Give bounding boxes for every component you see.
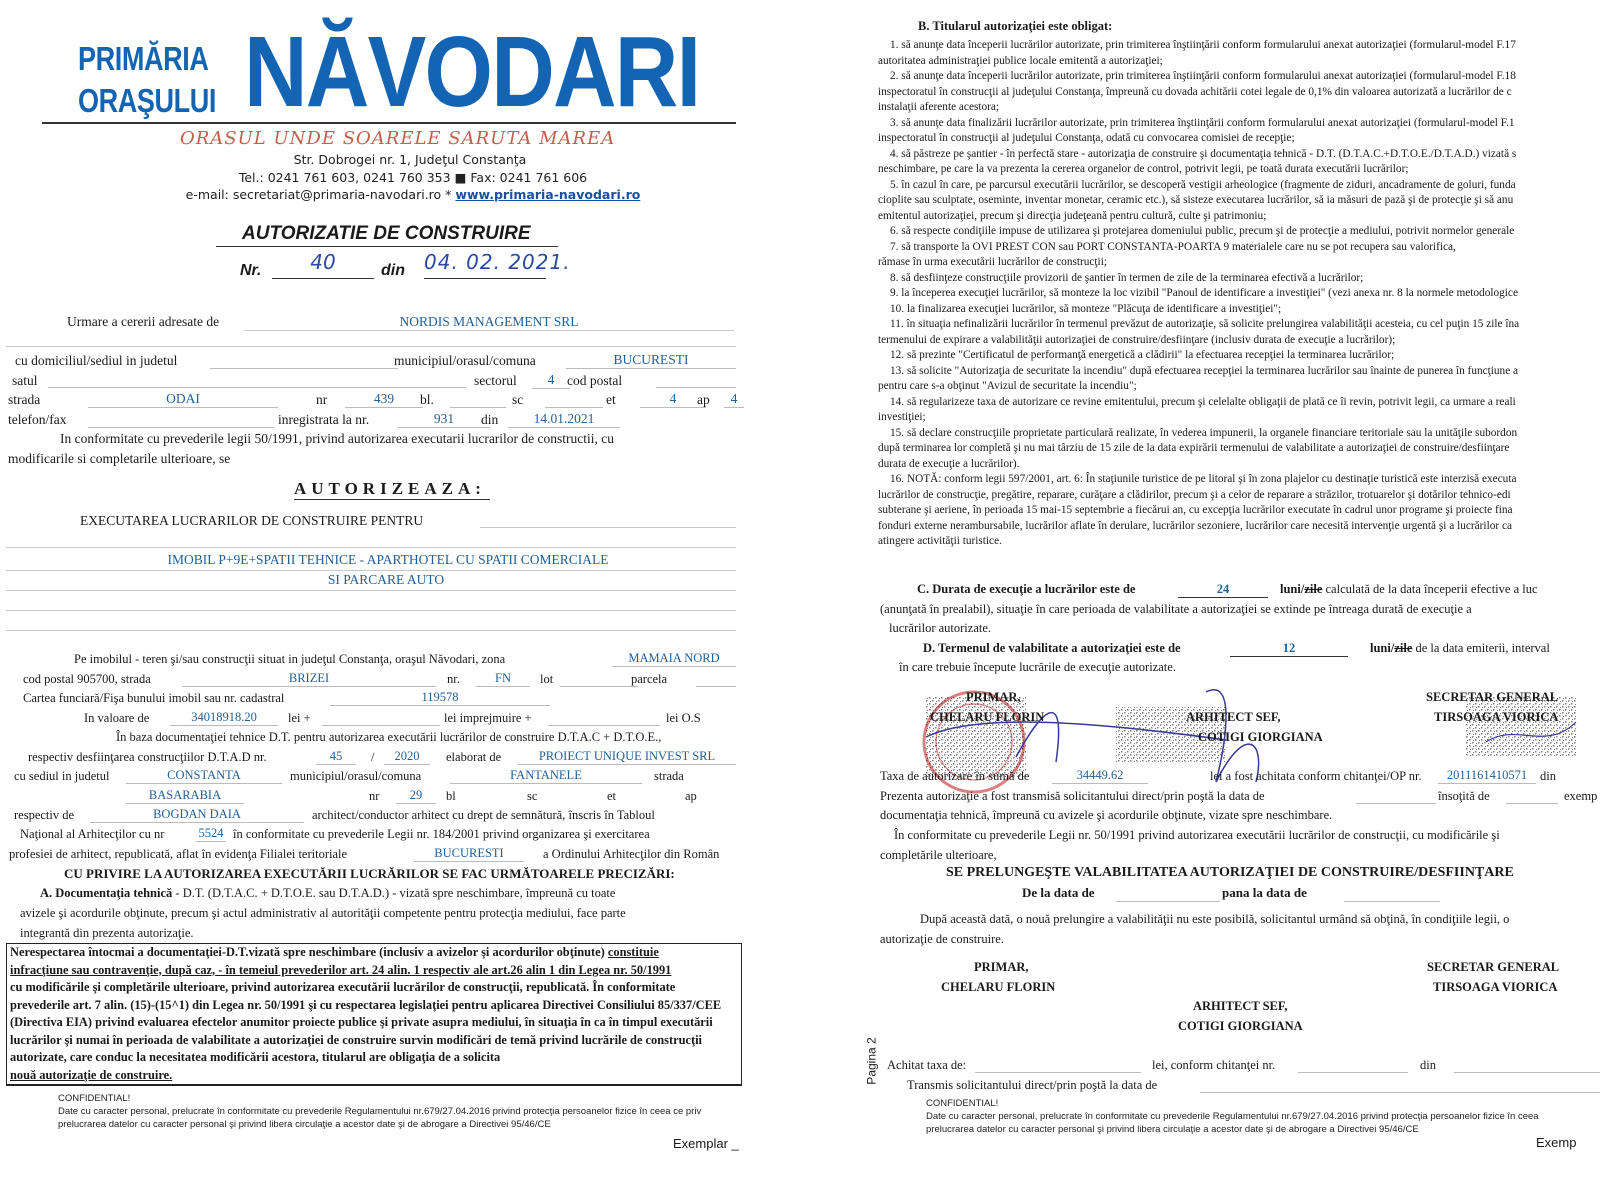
- extension-heading: SE PRELUNGEŞTE VALABILITATEA AUTORIZAŢIEI DE CONSTRUIRE/DESFIINŢARE: [946, 865, 1514, 880]
- value-label: In valoare de: [84, 711, 150, 725]
- authorization-number: 40: [272, 250, 374, 279]
- phone-field: [88, 427, 274, 428]
- prepared-by-value: PROIECT UNIQUE INVEST SRL: [518, 749, 736, 765]
- form-rule: [6, 547, 736, 548]
- obligation-item: 3. să anunţe data finalizării lucrărilor autorizate, prin trimiterea înştiinţării conform formularului anexat autorizaţiei (formularul-model F.1: [890, 116, 1515, 129]
- registry-label: Naţional al Arhitecţilor cu nr: [20, 827, 165, 841]
- obligation-item-continuation: cioplite sau sculptate, oseminte, inventar monetar, ceramic etc.), să sisteze executarea lucrărilor, să ia măsuri de pază şi de protecţie şi să anu: [878, 194, 1514, 206]
- section-a-text: - D.T. (D.T.A.C. + D.T.O.E. sau D.T.A.D.) - vizată spre neschimbare, împreună cu toate: [172, 886, 616, 900]
- architect-label: respectiv de: [14, 808, 75, 822]
- obligation-item: 6. să respecte condiţiile impuse de utilizarea şi protejarea domeniului public, precum şi de protecţie a mediului, potrivit normelor generale: [890, 225, 1515, 237]
- value-amount: 34018918.20: [170, 710, 278, 726]
- section-d-unit: luni/: [1370, 641, 1395, 655]
- obligation-item: 5. în cazul în care, pe parcursul executării lucrărilor, se descoperă vestigii arheologice (fragmente de ziduri, ancadramente de goluri, funda: [890, 178, 1516, 191]
- registered-din-label: din: [481, 412, 499, 427]
- paid-tax-field: [975, 1072, 1141, 1073]
- secretary-title-top: SECRETAR GENERAL: [1426, 690, 1559, 704]
- section-d-label: D. Termenul de valabilitate a autorizaţiei este de: [923, 641, 1181, 655]
- section-c-text-2: (anunţată în prealabil), situaţie în care perioada de valabilitate a autorizaţiei se extinde pe întreaga durată de execuţie a: [880, 602, 1472, 616]
- fence-field: [548, 725, 660, 726]
- mayor-title-top: PRIMAR,: [966, 690, 1021, 704]
- transmitted-text: Prezenta autorizaţie a fost transmisă solicitantului direct/prin poştă la data de: [880, 789, 1265, 803]
- registry-text: în conformitate cu prevederile Legii nr. 184/2001 privind organizarea şi exercitarea: [233, 827, 650, 841]
- doc-slash: /: [371, 750, 375, 764]
- doc-year: 2020: [384, 749, 430, 765]
- branch-value: BUCURESTI: [414, 846, 524, 862]
- architect-title-bottom: ARHITECT SEF,: [1193, 999, 1288, 1013]
- seat-county-label: cu sediul in judetul: [14, 769, 110, 783]
- mayor-name-bottom: CHELARU FLORIN: [941, 980, 1056, 994]
- sector-value: 4: [532, 372, 570, 389]
- doc-number: 45: [316, 749, 356, 765]
- property-nr-value: FN: [476, 671, 530, 687]
- phones: Tel.: 0241 761 603, 0241 760 353: [238, 170, 451, 185]
- validity-term-value: 12: [1230, 641, 1348, 657]
- until-date-field: [1344, 901, 1440, 902]
- obligations-list: [878, 38, 1600, 550]
- applicant-name: NORDIS MANAGEMENT SRL: [244, 314, 734, 331]
- sc-label: sc: [512, 392, 524, 407]
- paid-lei-label: lei, conform chitanţei nr.: [1152, 1058, 1276, 1072]
- architect-name: BOGDAN DAIA: [90, 807, 304, 823]
- street-nr-value: 439: [345, 391, 423, 408]
- sector-label: sectorul: [474, 373, 517, 388]
- obligation-item: 15. să declare construcţiile proprietate particulară realizate, în vederea impunerii, la organele financiare teritoriale sau la unităţile subordon: [890, 426, 1518, 439]
- form-rule: [6, 590, 736, 591]
- section-d-text: de la data emiterii, interval: [1412, 641, 1550, 655]
- zone-value: MAMAIA NORD: [612, 651, 736, 667]
- street-label: strada: [8, 392, 41, 407]
- obligation-item-continuation: durata de execuţie a lucrărilor).: [878, 457, 1020, 470]
- confidential-text-2: prelucrarea datelor cu caracter personal şi privind libera circulaţie a acestor date şi de abrogare a Directivei 95/46/CE: [58, 1119, 551, 1130]
- seat-city-value: FANTANELE: [450, 768, 642, 784]
- warning-box: [6, 943, 742, 1086]
- prepared-by-label: elaborat de: [446, 750, 502, 764]
- obligation-item-continuation: rămase în urma executării lucrărilor de construcţii;: [878, 256, 1107, 268]
- obligation-item-continuation: atingere activităţii turistice.: [878, 535, 1002, 547]
- city-value: BUCURESTI: [566, 352, 736, 369]
- signature-noise: [1466, 697, 1576, 757]
- tax-text: lei a fost achitata conform chitanţei/OP nr.: [1210, 769, 1422, 783]
- obligation-item-continuation: investiţiei;: [878, 411, 926, 423]
- section-d-unit-strike: zile: [1394, 641, 1413, 655]
- bl-field: [450, 407, 506, 408]
- transmitted-date-field: [1356, 803, 1436, 804]
- cadastral-value: 119578: [330, 690, 550, 706]
- confidential-title: CONFIDENTIAL!: [58, 1093, 131, 1104]
- seat-county-value: CONSTANTA: [126, 768, 282, 784]
- obligation-item-continuation: termenului de expirare a valabilităţii autorizaţiei de construire/desfiinţare (inclusiv durata de execuţie a lucrărilor);: [878, 333, 1396, 346]
- obligation-item: 9. la începerea execuţiei lucrărilor, să monteze la loc vizibil "Panoul de identificare a investiţiei" (vezi anexa nr. 8 la normele metodologice: [890, 287, 1518, 299]
- email-web-line: [0, 187, 770, 202]
- doc-text-2: respectiv desfiinţarea construcţiilor D.T.A.D nr.: [28, 750, 267, 764]
- county-label: cu domiciliul/sediul in judetul: [15, 353, 178, 368]
- document-page-1: [0, 0, 770, 1200]
- property-street-value: BRIZEI: [182, 671, 436, 687]
- conformity-text: In conformitate cu prevederile legii 50/1991, privind autorizarea executarii lucrarilor de constructii, cu: [60, 431, 615, 446]
- logo-line-orasului: ORAŞULUI: [78, 82, 217, 119]
- motto: ORASUL UNDE SOARELE SARUTA MAREA: [180, 128, 616, 149]
- accompanied-label: însoţită de: [1438, 789, 1490, 803]
- obligation-item-continuation: după terminarea lor completă şi nu mai târziu de 15 zile de la data expirării termenului de valabilitate a autorizaţiei de construire/desfiinţare: [878, 442, 1510, 454]
- execution-duration-value: 24: [1178, 582, 1268, 598]
- form-rule: [6, 346, 736, 347]
- confidential-text-2-2: prelucrarea datelor cu caracter personal şi privind libera circulaţie a acestor date şi de abrogare a Directivei 95/46/CE: [926, 1124, 1419, 1135]
- obligation-item-continuation: fonduri externe nerambursabile, lucrărilor aflate în derulare, lucrărilor sezoniere, lucrărilor care necesită intervenţie urgentă şi a lucrărilor ca: [878, 519, 1512, 532]
- paid-receipt-field: [1298, 1072, 1408, 1073]
- obligation-item: 1. să anunţe data începerii lucrărilor autorizate, prin trimiterea înştiinţării conform formularului anexat autorizaţiei (formularul-model F.17: [890, 39, 1516, 51]
- seat-bl-label: bl: [446, 789, 456, 803]
- architect-title-top: ARHITECT SEF,: [1186, 710, 1281, 724]
- cadastral-label: Cartea funciară/Fişa bunului imobil sau nr. cadastral: [23, 691, 285, 705]
- section-a-text-2: avizele şi acordurile obţinute, precum şi actul administrativ al autorităţii competente pentru protecţia mediului, face parte: [20, 906, 626, 920]
- stamp-noise: [926, 697, 1026, 777]
- phone-fax-line: [0, 170, 770, 185]
- section-c-unit-line: [1280, 582, 1538, 597]
- warning-underlined-2: infracţiune sau contravenţie, după caz, - în temeiul prevederilor art. 24 alin. 1 respectiv ale art.26 alin 1 din Legea nr. 50/1991: [10, 962, 672, 977]
- documentation-text: documentaţia tehnică, împreună cu avizele şi acordurile obţinute, vizate spre neschimbare.: [880, 808, 1333, 822]
- obligation-item: 7. să transporte la OVI PREST CON sau PORT CONSTANTA-POARTA 9 materialele care nu se pot recupera sau valorifica,: [890, 240, 1456, 253]
- exemplar-label-2: Exemp: [1536, 1135, 1577, 1150]
- county-field: [210, 368, 398, 369]
- section-c: [917, 582, 1135, 597]
- os-label: lei O.S: [666, 711, 701, 725]
- section-c-text-3: lucrărilor autorizate.: [889, 621, 992, 635]
- obligation-item-continuation: subterane şi aeriene, în perioada 15 mai-15 septembrie a fiecărui an, cu excepţia lucrărilor executate în cadrul unor programe şi proiecte fina: [878, 504, 1513, 516]
- after-text-1: După această dată, o nouă prelungire a valabilităţii nu este posibilă, solicitantul urmând să obţină, în condiţiile legii, o: [920, 912, 1510, 926]
- logo-line-primaria: PRIMĂRIA: [78, 40, 209, 77]
- section-a-text-3: integrantă din prezenta autorizaţie.: [20, 926, 194, 940]
- ap-label: ap: [697, 392, 710, 407]
- authorizes-heading: AUTORIZEAZA:: [294, 479, 490, 500]
- parcel-label: parcela: [631, 672, 668, 686]
- postal-code-label: cod postal: [567, 373, 623, 388]
- works-description-line2: SI PARCARE AUTO: [327, 572, 445, 587]
- warning-underlined-4: nouă autorizaţie de construire.: [10, 1067, 173, 1082]
- authorization-date: 04. 02. 2021.: [424, 250, 546, 279]
- mayor-name-top: CHELARU FLORIN: [930, 710, 1045, 724]
- address: Str. Dobrogei nr. 1, Judeţul Constanţa: [293, 152, 527, 167]
- works-label: EXECUTAREA LUCRARILOR DE CONSTRUIRE PENTRU: [80, 513, 424, 528]
- doc-text: În baza documentaţiei tehnice D.T. pentru autorizarea executării lucrărilor de construire D.T.A.C + D.T.O.E.,: [116, 730, 662, 744]
- document-title: AUTORIZATIE DE CONSTRUIRE: [242, 223, 531, 244]
- obligation-item-continuation: inspectoratul în construcţii al judeţului Constanţa, odată cu convocarea comisiei de recepţie;: [878, 132, 1295, 144]
- paid-tax-label: Achitat taxa de:: [887, 1058, 967, 1072]
- branch-text: a Ordinului Arhitecţilor din Român: [543, 847, 720, 861]
- tax-value: 34449.62: [1052, 768, 1148, 784]
- paid-din-label: din: [1420, 1058, 1436, 1072]
- registry-nr: 5524: [196, 826, 226, 842]
- seat-nr-value: 29: [396, 788, 436, 804]
- lei-plus-label: lei +: [288, 711, 311, 725]
- secretary-name-top: TIRSOAGA VIORICA: [1434, 710, 1559, 724]
- seat-street-value: BASARABIA: [126, 788, 244, 804]
- obligation-item-continuation: neschimbare, pe care la va prezenta la cererea organelor de control, potrivit legii, pe toată durata executării lucrărilor;: [878, 163, 1409, 175]
- tax-label: Taxa de autorizare în sumă de: [880, 769, 1030, 783]
- et-value: 4: [640, 391, 706, 408]
- document-page-2: [860, 0, 1600, 1200]
- from-date-label: De la data de: [1022, 885, 1095, 900]
- obligation-item: 2. să anunţe data începerii lucrărilor autorizate, prin trimiterea înştiinţării conform formularului anexat autorizaţiei (formularul-model F.18: [890, 70, 1516, 82]
- din-label: din: [381, 262, 405, 279]
- warning-text-3: cu modificările şi completările ulterioare, privind autorizarea executării lucrărilor de construcţii, republicată. În conformitate prevederile art. 7 alin. (15)-(15^1) din Legea nr. 50/1991 şi cu respectarea legislaţiei pentru aplicarea Directivei Consiliului 85/337/CEE (Directiva EIA) privind evaluarea efectelor anumitor proiecte publice şi private asupra mediului, în situaţia în ca în timpul executării lucrărilor şi numai în perioada de valabilitate a autorizaţiei de construire survin modificări de temă privind lucrările de construcţii autorizate, care conduc la necesitatea modificării acestora, titularul are obligaţia de a solicita: [10, 980, 722, 1064]
- obligation-item: 14. să regularizeze taxa de autorizare ce revine emitentului, precum şi celelalte obligaţii de plată ce îi revin, potrivit legii, ca urmare a reali: [890, 395, 1516, 408]
- tax-din-label: din: [1540, 769, 1556, 783]
- obligation-item: 4. să păstreze pe şantier - în perfectă stare - autorizaţia de construire şi documentaţia tehnică - D.T. (D.T.A.C.+D.T.O.E./D.T.A.D.) vizată s: [890, 147, 1517, 160]
- section-d-unit-line: [1370, 641, 1550, 656]
- lot-field: [560, 686, 638, 687]
- registered-date: 14.01.2021: [508, 411, 620, 428]
- obligation-item: 10. la finalizarea execuţiei lucrărilor, să monteze "Plăcuţa de identificare a investiţiei";: [890, 302, 1282, 315]
- seat-street-label: strada: [654, 769, 684, 783]
- obligation-item-continuation: emitentul autorizaţiei, precum şi direcţia judeţeană pentru cultură, culte şi patrimoniu;: [878, 209, 1267, 222]
- applicant-label: Urmare a cererii adresate de: [67, 314, 220, 329]
- law-text-2: completările ulterioare,: [880, 848, 997, 862]
- obligation-item: 8. să desfiinţeze construcţiile provizorii de şantier în termen de zile de la terminarea efectivă a lucrărilor;: [890, 271, 1364, 284]
- header-rule: [42, 122, 736, 124]
- section-c-label: C. Durata de execuţie a lucrărilor este de: [917, 582, 1136, 596]
- confidential-title-2: CONFIDENTIAL!: [926, 1098, 999, 1109]
- warning-underlined-1: constituie: [607, 945, 659, 959]
- nr-label: Nr.: [240, 262, 262, 279]
- fence-label: lei imprejmuire +: [444, 711, 532, 725]
- section-d-text-2: în care trebuie începute lucrările de execuţie autorizate.: [899, 660, 1176, 674]
- architect-name-top: COTIGI GIORGIANA: [1198, 730, 1323, 744]
- obligation-item-continuation: lucrărilor de construcţie, pregătire, reparare, curăţare a clădirilor, precum şi a celor de reparare a străzilor, trotuarelor şi dotărilor tehnico-edi: [878, 488, 1511, 501]
- street-nr-label: nr: [316, 392, 328, 407]
- secretary-title-bottom: SECRETAR GENERAL: [1427, 960, 1560, 974]
- page-number-label: Pagina 2: [864, 1037, 879, 1085]
- section-a: [40, 886, 615, 901]
- paid-date-field: [1454, 1072, 1600, 1073]
- title-rule: [216, 246, 558, 247]
- square-bullet-icon: ■: [454, 170, 467, 185]
- village-label: satul: [12, 373, 38, 388]
- ap-value: 4: [724, 391, 744, 408]
- obligation-item-continuation: pentru care s-a obţinut "Avizul de securitate la incendiu";: [878, 380, 1137, 392]
- until-date-label: pana la data de: [1222, 885, 1307, 900]
- obligation-item-continuation: inspectoratul în construcţii al judeţului Constanţa, împreună cu dovada achitării cotei legale de 0,1% din valoarea autorizată a lucrărilor de c: [878, 85, 1512, 98]
- logo-navodari: NĂVODARI: [244, 16, 700, 128]
- obligation-item: 11. în situaţia nefinalizării lucrărilor în termenul prevăzut de autorizaţie, să solicite prelungirea valabilităţii acesteia, cu cel puţin 15 zile îna: [890, 318, 1520, 330]
- obligation-item: 16. NOTĂ: conform legii 597/2001, art. 6: În staţiunile turistice de pe litoral şi în zona plajelor cu destinaţie turistică este interzisă executa: [890, 473, 1517, 485]
- architect-name-bottom: COTIGI GIORGIANA: [1178, 1019, 1303, 1033]
- after-text-2: autorizaţie de construire.: [880, 932, 1004, 946]
- property-nr-label: nr.: [447, 672, 460, 686]
- seat-et-label: et: [607, 789, 617, 803]
- obligation-item-continuation: instalaţii aferente acestora;: [878, 101, 1000, 113]
- section-a-title: A. Documentaţia tehnică: [40, 886, 173, 900]
- transmitted-2-field: [1200, 1092, 1600, 1093]
- form-rule: [480, 527, 736, 528]
- fax: Fax: 0241 761 606: [470, 170, 588, 185]
- exemplar-label: Exemplar _: [673, 1136, 739, 1151]
- confidential-text-1: Date cu caracter personal, prelucrate în conformitate cu prevederile Regulamentului nr.679/27.04.2016 privind protecţia persoanelor fizice în ceea ce priv: [58, 1106, 702, 1117]
- sc-field: [545, 407, 603, 408]
- property-text: Pe imobilul - teren şi/sau construcţii situat in judeţul Constanţa, oraşul Năvodari, zona: [74, 652, 506, 666]
- village-field: [48, 387, 466, 388]
- postal-street-label: cod postal 905700, strada: [23, 672, 151, 686]
- postal-code-field: [656, 387, 736, 388]
- copies-label: exemp: [1564, 789, 1598, 803]
- section-c-unit-strike: zile: [1304, 582, 1323, 596]
- seat-ap-label: ap: [685, 789, 697, 803]
- bl-label: bl.: [420, 392, 434, 407]
- seat-nr-label: nr: [369, 789, 380, 803]
- seat-city-label: municipiul/orasul/comuna: [290, 769, 422, 783]
- obligation-item: 12. să prezinte "Certificatul de performanţă energetică a clădirii" la efectuarea recepţiei la terminarea lucrărilor;: [890, 349, 1395, 361]
- works-description-line1: IMOBIL P+9E+SPATII TEHNICE - APARTHOTEL CU SPATII COMERCIALE: [167, 552, 609, 567]
- receipt-number: 2011161410571: [1438, 768, 1536, 784]
- section-c-unit: luni/: [1280, 582, 1305, 596]
- registered-label: inregistrata la nr.: [278, 412, 370, 427]
- section-c-text: calculată de la data începerii efective a luc: [1322, 582, 1538, 596]
- secretary-name-bottom: TIRSOAGA VIORICA: [1433, 980, 1558, 994]
- extra-value-field: [322, 725, 440, 726]
- form-rule: [6, 610, 736, 611]
- phone-label: telefon/fax: [8, 412, 67, 427]
- mayor-title-bottom: PRIMAR,: [974, 960, 1029, 974]
- form-rule: [6, 630, 736, 631]
- seat-sc-label: sc: [527, 789, 538, 803]
- et-label: et: [606, 392, 616, 407]
- website-link[interactable]: www.primaria-navodari.ro: [455, 187, 641, 202]
- architect-text: architect/conductor arhitect cu drept de semnătură, înscris în Tabloul: [312, 808, 655, 822]
- email: e-mail: secretariat@primaria-navodari.ro *: [185, 187, 452, 202]
- from-date-field: [1116, 901, 1220, 902]
- law-text-1: În conformitate cu prevederile Legii nr. 50/1991 privind autorizarea executării lucrărilor de construcţii, cu modificările şi: [894, 828, 1500, 842]
- profession-text: profesiei de arhitect, republicată, aflat în evidenţa Filialei teritoriale: [9, 847, 348, 861]
- warning-text-1: Nerespectarea întocmai a documentaţiei-D.T.vizată spre neschimbare (inclusiv a avizelor şi acordurilor obţinute): [10, 945, 608, 959]
- precisions-heading: CU PRIVIRE LA AUTORIZAREA EXECUTĂRII LUCRĂRILOR SE FAC URMĂTOARELE PRECIZĂRI:: [64, 866, 675, 881]
- registered-number: 931: [398, 411, 490, 428]
- obligation-item: 13. să solicite "Autorizaţia de securitate la incendiu" după efectuarea recepţiei la terminarea lucrărilor sau înainte de punerea în funcţiune a: [890, 364, 1519, 377]
- copies-field: [1506, 803, 1558, 804]
- city-label: municipiul/orasul/comuna: [394, 353, 536, 368]
- parcel-field: [696, 686, 736, 687]
- conformity-text-2: modificarile si completarile ulterioare, se: [8, 451, 231, 466]
- form-rule: [6, 570, 736, 571]
- obligation-item-continuation: autoritatea administraţiei publice locale emitentă a autorizaţiei;: [878, 54, 1163, 67]
- lot-label: lot: [540, 672, 554, 686]
- transmitted-2-text: Transmis solicitantului direct/prin poştă la data de: [907, 1078, 1158, 1092]
- confidential-text-2-1: Date cu caracter personal, prelucrate în conformitate cu prevederile Regulamentului nr.679/27.04.2016 privind protecţia persoanelor fizice în ceea: [926, 1111, 1539, 1122]
- section-b-title: B. Titularul autorizaţiei este obligat:: [918, 19, 1113, 33]
- street-value: ODAI: [88, 391, 278, 408]
